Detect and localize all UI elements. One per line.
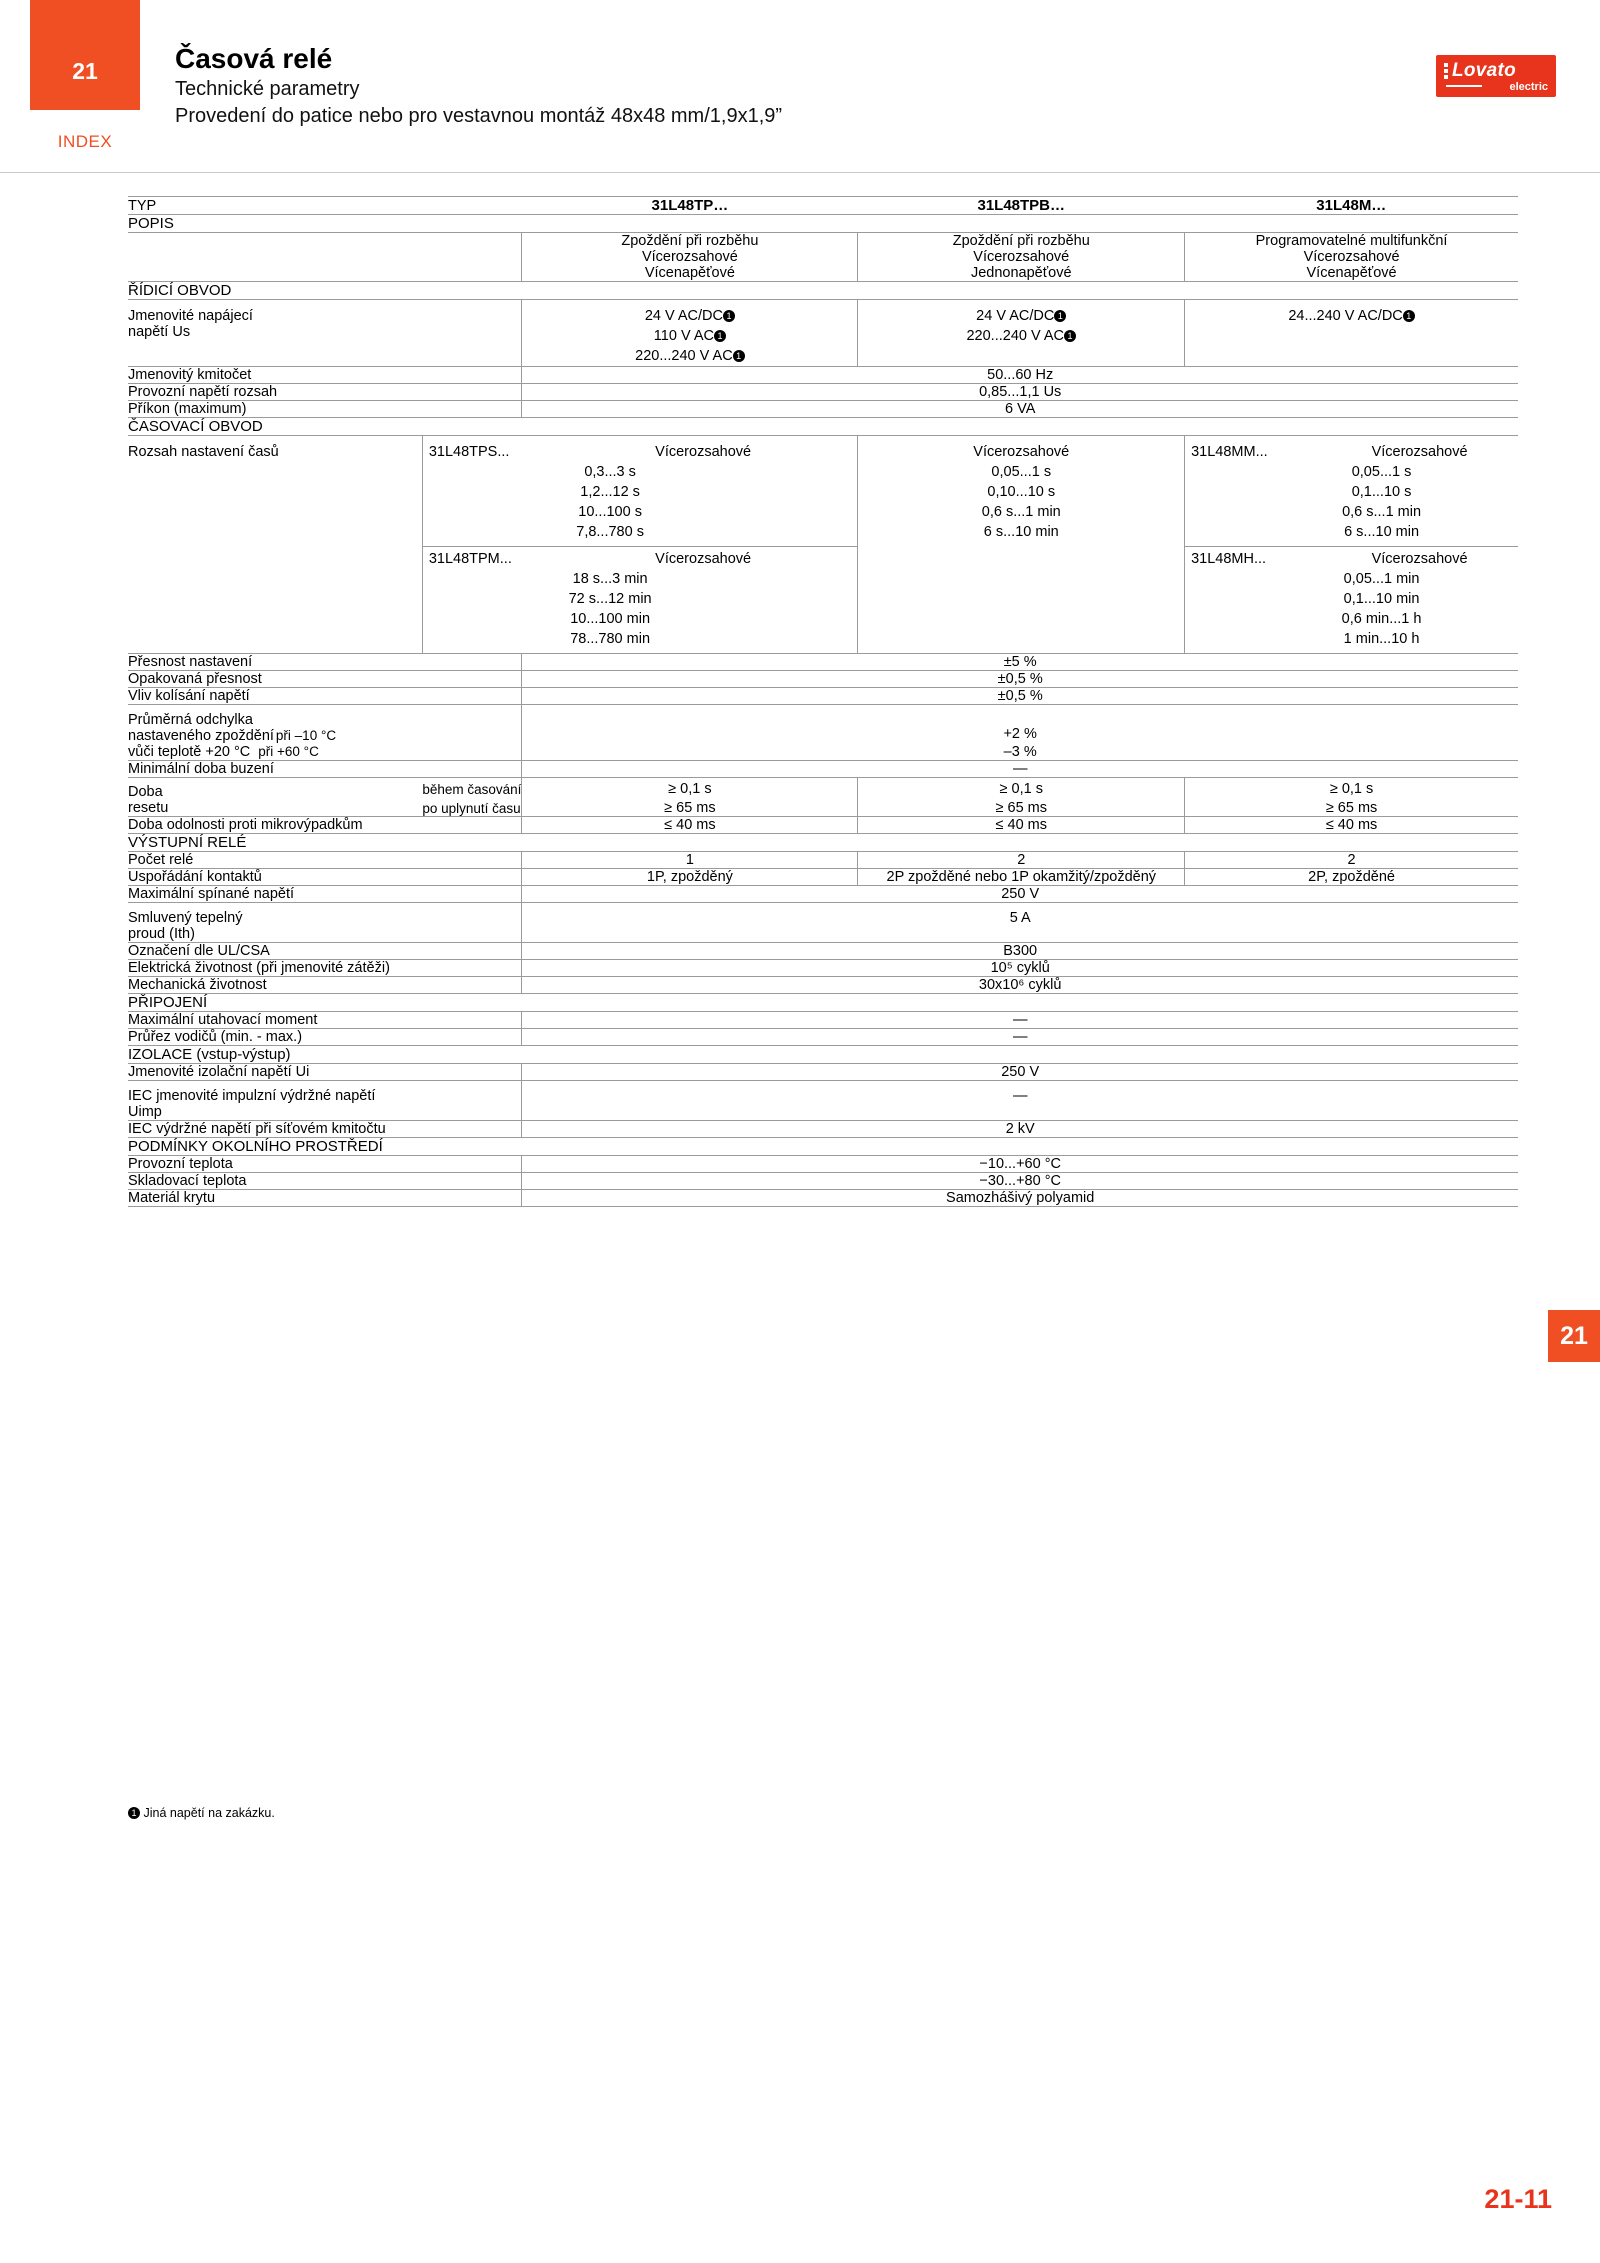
voltage-range-label: Provozní napětí rozsah	[128, 384, 522, 401]
popis-1-col3: Programovatelné multifunkční	[1185, 233, 1518, 250]
min-excitation-label: Minimální doba buzení	[128, 761, 522, 778]
supply-col1-v1: 24 V AC/DC 1	[522, 306, 857, 326]
table-row-relay-count	[128, 852, 1518, 869]
supply-voltage-col2	[858, 300, 1185, 367]
table-row-contact-arrangement	[128, 869, 1518, 886]
uimp-label	[128, 1081, 522, 1121]
reset-2-col3: ≥ 65 ms	[1185, 800, 1518, 817]
section-label-output-relay: VÝSTUPNÍ RELÉ	[128, 834, 1518, 852]
time-range2-col1-v1: 18 s...3 min	[572, 571, 648, 587]
popis-3-col2: Jednonapěťové	[858, 265, 1185, 282]
time-range2-col1-kind: Vícerozsahové	[655, 551, 752, 567]
time-range2-col3-v1: 0,05...1 min	[1343, 571, 1420, 587]
housing-material-label: Materiál krytu	[128, 1190, 522, 1207]
supply-col3-v1: 24...240 V AC/DC 1	[1185, 306, 1518, 326]
section-label-pripojeni: PŘIPOJENÍ	[128, 994, 1518, 1012]
footnote-marker-icon: 1	[714, 330, 726, 342]
torque-value: —	[522, 1012, 1518, 1029]
table-row-electrical-life	[128, 960, 1518, 977]
section-label-izolace: IZOLACE (vstup-výstup)	[128, 1046, 1518, 1064]
reset-label-line2: resetu	[128, 800, 169, 816]
table-row-frequency	[128, 367, 1518, 384]
section-label-ambient: PODMÍNKY OKOLNÍHO PROSTŘEDÍ	[128, 1138, 1518, 1156]
table-row-operating-temp	[128, 1156, 1518, 1173]
time-range-label: Rozsah nastavení časů	[128, 436, 422, 547]
frequency-value: 50...60 Hz	[522, 367, 1518, 384]
relay-count-label: Počet relé	[128, 852, 522, 869]
power-freq-withstand-value: 2 kV	[522, 1121, 1518, 1138]
ui-label: Jmenovité izolační napětí Ui	[128, 1064, 522, 1081]
table-row-popis-1	[128, 233, 1518, 250]
page-number: 21-11	[1484, 2184, 1552, 2214]
table-row-power	[128, 401, 1518, 418]
supply-voltage-col1	[522, 300, 858, 367]
max-switch-voltage-label: Maximální spínané napětí	[128, 886, 522, 903]
table-section-output-relay	[128, 834, 1518, 852]
time-range-col1-v2: 1,2...12 s	[580, 484, 640, 500]
operating-temp-label: Provozní teplota	[128, 1156, 522, 1173]
table-section-ambient	[128, 1138, 1518, 1156]
power-freq-withstand-label: IEC výdržné napětí při síťovém kmitočtu	[128, 1121, 522, 1138]
footnote-marker-icon: 1	[1054, 310, 1066, 322]
min-excitation-value: —	[522, 761, 1518, 778]
lovato-logo	[1436, 55, 1556, 97]
time-range-col2-v3: 0,6 s...1 min	[981, 504, 1061, 520]
accuracy-value: ±5 %	[522, 654, 1518, 671]
reset-2-col2: ≥ 65 ms	[858, 800, 1185, 817]
logo-underline	[1446, 85, 1482, 87]
storage-temp-value: −30...+80 °C	[522, 1173, 1518, 1190]
time-range2-col1-v2: 72 s...12 min	[568, 591, 652, 607]
popis-1-col2: Zpoždění při rozběhu	[858, 233, 1185, 250]
deviation-value-1: +2 %	[522, 705, 1518, 745]
time-range-col3-code: 31L48MM...	[1191, 444, 1268, 460]
column-header-2: 31L48TPB…	[858, 197, 1185, 215]
thermal-current-label-line2: proud (Ith)	[128, 926, 195, 942]
deviation-label	[128, 705, 422, 745]
table-row-repeat-accuracy	[128, 671, 1518, 688]
table-row-reset-2	[128, 800, 1518, 817]
deviation-value-2: –3 %	[522, 744, 1518, 761]
reset-sub-1: během časování	[422, 778, 522, 801]
supply-col1-v3: 220...240 V AC 1	[522, 346, 857, 366]
thermal-current-label	[128, 903, 522, 943]
table-bottom-rule	[128, 1207, 1518, 1208]
accuracy-label: Přesnost nastavení	[128, 654, 522, 671]
table-row-supply-voltage	[128, 300, 1518, 367]
reset-1-col1: ≥ 0,1 s	[522, 778, 858, 801]
time-range-col3	[1185, 436, 1518, 547]
table-row-microbreak	[128, 817, 1518, 834]
table-row-time-ranges-1	[128, 436, 1518, 547]
supply-col1-v2: 110 V AC 1	[522, 326, 857, 346]
spec-table-wrap	[128, 196, 1518, 1207]
power-label: Příkon (maximum)	[128, 401, 522, 418]
deviation-label-bottom	[128, 744, 422, 761]
microbreak-label: Doba odolnosti proti mikrovýpadkům	[128, 817, 522, 834]
microbreak-col1: ≤ 40 ms	[522, 817, 858, 834]
footnote-marker-icon: 1	[128, 1807, 140, 1819]
relay-count-col2: 2	[858, 852, 1185, 869]
frequency-label: Jmenovitý kmitočet	[128, 367, 522, 384]
time-range2-col1-v3: 10...100 min	[570, 611, 651, 627]
popis-2-col3: Vícerozsahové	[1185, 249, 1518, 265]
type-label: TYP	[128, 197, 522, 215]
time-range2-col1-code: 31L48TPM...	[428, 551, 512, 567]
time-range2-col3	[1185, 547, 1518, 654]
supply-col2-v2: 220...240 V AC 1	[858, 326, 1184, 346]
time-range-col3-v2: 0,1...10 s	[1351, 484, 1412, 500]
table-row-popis-3	[128, 265, 1518, 282]
operating-temp-value: −10...+60 °C	[522, 1156, 1518, 1173]
voltage-range-value: 0,85...1,1 Us	[522, 384, 1518, 401]
table-row-time-ranges-2	[128, 547, 1518, 654]
spec-table	[128, 196, 1518, 1207]
microbreak-col3: ≤ 40 ms	[1185, 817, 1518, 834]
conductor-section-value: —	[522, 1029, 1518, 1046]
table-row-torque	[128, 1012, 1518, 1029]
table-row-thermal-current	[128, 903, 1518, 943]
footnote-marker-icon: 1	[1403, 310, 1415, 322]
mechanical-life-value: 30x10⁶ cyklů	[522, 977, 1518, 994]
section-label-popis: POPIS	[128, 215, 1518, 233]
ul-csa-value: B300	[522, 943, 1518, 960]
table-section-popis	[128, 215, 1518, 233]
side-chapter-tab: 21	[1548, 1310, 1600, 1362]
reset-sub-2: po uplynutí času	[422, 800, 521, 816]
time-range-col3-v4: 6 s...10 min	[1344, 524, 1420, 540]
thermal-current-value: 5 A	[522, 903, 1518, 943]
ul-csa-label: Označení dle UL/CSA	[128, 943, 522, 960]
time-range2-col1	[422, 547, 858, 654]
logo-tagline: electric	[1509, 81, 1548, 93]
electrical-life-label: Elektrická životnost (při jmenovité zátěži)	[128, 960, 522, 977]
supply-voltage-label-line1: Jmenovité napájecí	[128, 308, 253, 324]
time-range-col2-v1: 0,05...1 s	[991, 464, 1052, 480]
table-row-voltage-influence	[128, 688, 1518, 705]
chapter-badge	[30, 0, 140, 110]
voltage-influence-label: Vliv kolísání napětí	[128, 688, 522, 705]
table-row-type	[128, 197, 1518, 215]
logo-wordmark: Lovato	[1452, 60, 1517, 81]
page-header	[0, 0, 1600, 173]
reset-2-col1: ≥ 65 ms	[522, 800, 858, 817]
popis-1-col1: Zpoždění při rozběhu	[522, 233, 858, 250]
uimp-label-line1: IEC jmenovité impulzní výdržné napětí	[128, 1088, 376, 1104]
microbreak-col2: ≤ 40 ms	[858, 817, 1185, 834]
table-row-mechanical-life	[128, 977, 1518, 994]
footnote-marker-icon: 1	[733, 350, 745, 362]
footnote-text: Jiná napětí na zakázku.	[143, 1806, 275, 1820]
deviation-label-line2: nastaveného zpoždění	[128, 728, 274, 744]
contact-arrangement-col1: 1P, zpožděný	[522, 869, 858, 886]
popis-3-col3: Vícenapěťové	[1185, 265, 1518, 282]
table-row-max-switch-voltage	[128, 886, 1518, 903]
deviation-sub2: při +60 °C	[258, 744, 319, 759]
table-section-casovaci-obvod	[128, 418, 1518, 436]
table-row-popis-2	[128, 249, 1518, 265]
time-range-col1-v1: 0,3...3 s	[584, 464, 636, 480]
table-section-ridici-obvod	[128, 282, 1518, 300]
mechanical-life-label: Mechanická životnost	[128, 977, 522, 994]
time-range-col1-v4: 7,8...780 s	[576, 524, 644, 540]
table-row-accuracy	[128, 654, 1518, 671]
time-range-col3-v1: 0,05...1 s	[1351, 464, 1412, 480]
time-range2-col3-v3: 0,6 min...1 h	[1341, 611, 1422, 627]
ui-value: 250 V	[522, 1064, 1518, 1081]
footnote-marker-icon: 1	[723, 310, 735, 322]
popis-3-col1: Vícenapěťové	[522, 265, 858, 282]
deviation-label-line1: Průměrná odchylka	[128, 712, 253, 728]
uimp-value: —	[522, 1081, 1518, 1121]
deviation-label-line3: vůči teplotě +20 °C	[128, 744, 251, 760]
time-range-col1-v3: 10...100 s	[578, 504, 642, 520]
index-link[interactable]: INDEX	[57, 132, 113, 151]
time-range-col2-kind: Vícerozsahové	[973, 444, 1070, 460]
page-title: Časová relé	[175, 43, 333, 74]
supply-voltage-label-line2: napětí Us	[128, 324, 191, 340]
max-switch-voltage-value: 250 V	[522, 886, 1518, 903]
popis-2-col2: Vícerozsahové	[858, 249, 1185, 265]
table-section-izolace	[128, 1046, 1518, 1064]
time-range2-col3-code: 31L48MH...	[1191, 551, 1267, 567]
column-header-3: 31L48M…	[1185, 197, 1518, 215]
table-row-reset-1	[128, 778, 1518, 801]
column-header-1: 31L48TP…	[522, 197, 858, 215]
chapter-number: 21	[72, 58, 98, 84]
time-range-col3-kind: Vícerozsahové	[1371, 444, 1468, 460]
deviation-sub1: při –10 °C	[275, 728, 337, 743]
table-row-voltage-range	[128, 384, 1518, 401]
conductor-section-label: Průřez vodičů (min. - max.)	[128, 1029, 522, 1046]
voltage-influence-value: ±0,5 %	[522, 688, 1518, 705]
time-range-col2-v4: 6 s...10 min	[983, 524, 1059, 540]
electrical-life-value: 10⁵ cyklů	[522, 960, 1518, 977]
time-range-col1-code: 31L48TPS...	[428, 444, 510, 460]
time-range2-col3-kind: Vícerozsahové	[1371, 551, 1468, 567]
housing-material-value: Samozhášivý polyamid	[522, 1190, 1518, 1207]
power-value: 6 VA	[522, 401, 1518, 418]
table-row-min-excitation	[128, 761, 1518, 778]
page-subtitle-1: Technické parametry	[175, 78, 360, 100]
popis-2-col1: Vícerozsahové	[522, 249, 858, 265]
table-row-uimp	[128, 1081, 1518, 1121]
footnote	[128, 1806, 275, 1820]
time-range-col3-v3: 0,6 s...1 min	[1342, 504, 1422, 520]
table-row-housing-material	[128, 1190, 1518, 1207]
supply-voltage-label	[128, 300, 522, 367]
page-subtitle-2: Provedení do patice nebo pro vestavnou montáž 48x48 mm/1,9x1,9”	[175, 105, 783, 127]
contact-arrangement-label: Uspořádání kontaktů	[128, 869, 522, 886]
title-block	[175, 42, 782, 130]
section-label-ridici-obvod: ŘÍDICÍ OBVOD	[128, 282, 1518, 300]
table-row-conductor-section	[128, 1029, 1518, 1046]
time-range2-col3-v2: 0,1...10 min	[1343, 591, 1420, 607]
thermal-current-label-line1: Smluvený tepelný	[128, 910, 243, 926]
table-row-deviation-1	[128, 705, 1518, 745]
time-range-col1	[422, 436, 858, 547]
time-range2-col1-v4: 78...780 min	[570, 631, 651, 647]
time-range-col2	[858, 436, 1185, 547]
time-range-col1-kind: Vícerozsahové	[655, 444, 752, 460]
time-range-col2-v2: 0,10...10 s	[987, 484, 1056, 500]
section-label-casovaci-obvod: ČASOVACÍ OBVOD	[128, 418, 1518, 436]
reset-1-col3: ≥ 0,1 s	[1185, 778, 1518, 801]
contact-arrangement-col3: 2P, zpožděné	[1185, 869, 1518, 886]
uimp-label-line2: Uimp	[128, 1104, 162, 1120]
supply-voltage-col3	[1185, 300, 1518, 367]
repeat-accuracy-label: Opakovaná přesnost	[128, 671, 522, 688]
storage-temp-label: Skladovací teplota	[128, 1173, 522, 1190]
table-section-pripojeni	[128, 994, 1518, 1012]
table-row-ui	[128, 1064, 1518, 1081]
table-row-power-freq-withstand	[128, 1121, 1518, 1138]
index-block[interactable]	[30, 0, 140, 172]
time-range2-col2-empty	[858, 547, 1185, 654]
table-row-deviation-2	[128, 744, 1518, 761]
contact-arrangement-col2: 2P zpožděné nebo 1P okamžitý/zpožděný	[858, 869, 1185, 886]
repeat-accuracy-value: ±0,5 %	[522, 671, 1518, 688]
table-row-ul-csa	[128, 943, 1518, 960]
reset-label-line1: Doba	[128, 778, 422, 801]
reset-1-col2: ≥ 0,1 s	[858, 778, 1185, 801]
time-range2-col3-v4: 1 min...10 h	[1343, 631, 1420, 647]
supply-col2-v1: 24 V AC/DC 1	[858, 306, 1184, 326]
footnote-marker-icon: 1	[1064, 330, 1076, 342]
table-row-storage-temp	[128, 1173, 1518, 1190]
relay-count-col1: 1	[522, 852, 858, 869]
relay-count-col3: 2	[1185, 852, 1518, 869]
torque-label: Maximální utahovací moment	[128, 1012, 522, 1029]
